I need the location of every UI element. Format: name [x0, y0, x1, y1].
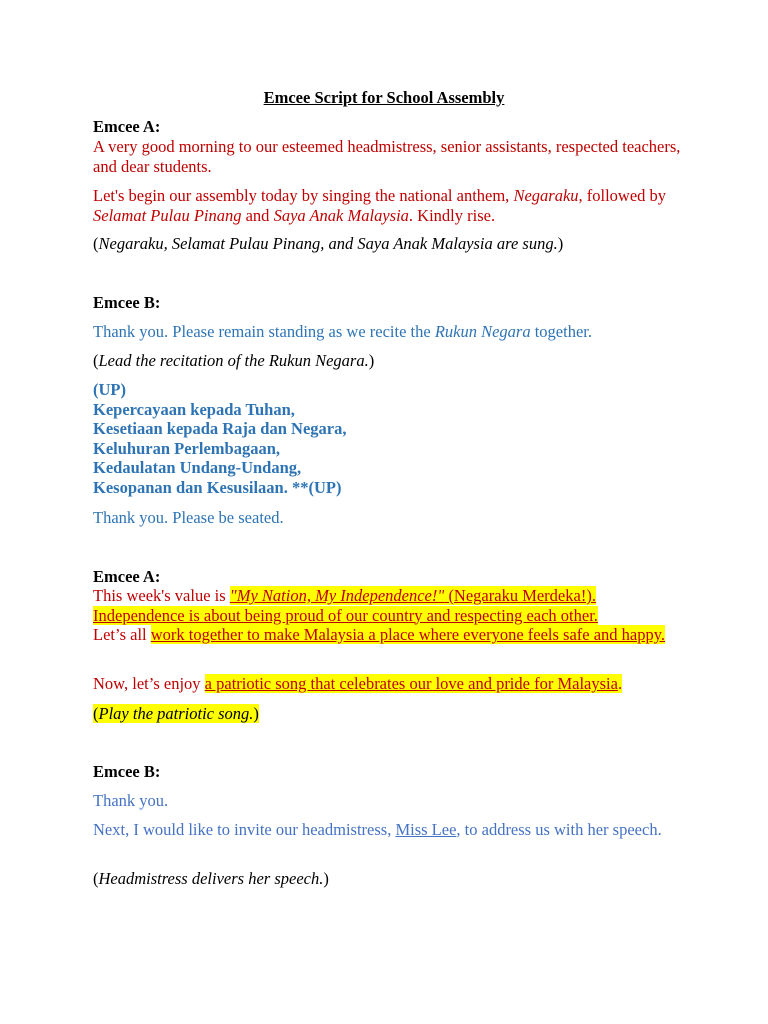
rukun-line: Keluhuran Perlembagaan,	[93, 438, 281, 458]
rukun-line: Kepercayaan kepada Tuhan,	[93, 399, 295, 419]
greeting-paragraph: A very good morning to our esteemed headmistress, senior assistants, respected teachers, and dear students.	[93, 137, 681, 176]
headmistress-name: Miss Lee	[395, 820, 457, 839]
stage-direction-song: (Play the patriotic song.)	[93, 704, 259, 723]
rukun-line: Kesetiaan kepada Raja dan Negara,	[93, 419, 347, 438]
rukun-line: Kesopanan dan Kesusilaan. **(UP)	[93, 477, 342, 497]
enjoy-paragraph: Now, let’s enjoy a patriotic song that celebrates our love and pride for Malaysia.	[93, 674, 623, 693]
rukun-line: (UP)	[93, 380, 126, 399]
invite-paragraph: Next, I would like to invite our headmistress, Miss Lee, to address us with her speech.	[93, 820, 662, 839]
speaker-emcee-b-2: Emcee B:	[93, 762, 161, 781]
rukun-negara-list	[93, 380, 683, 497]
rukun-intro: Thank you. Please remain standing as we recite the Rukun Negara together.	[93, 322, 592, 341]
seated-line: Thank you. Please be seated.	[93, 508, 284, 527]
stage-direction-speech: (Headmistress delivers her speech.)	[93, 869, 329, 888]
value-quote: "My Nation, My Independence!"	[229, 586, 445, 605]
thanks-line: Thank you.	[93, 791, 169, 810]
anthem-paragraph: Let's begin our assembly today by singing the national anthem, Negaraku, followed by Selamat Pulau Pinang and Saya Anak Malaysia. Kindly rise.	[93, 186, 667, 225]
rukun-line: Kedaulatan Undang-Undang,	[93, 458, 302, 477]
speaker-emcee-a-2: Emcee A:	[93, 567, 161, 586]
stage-direction-anthem: (Negaraku, Selamat Pulau Pinang, and Saya Anak Malaysia are sung.)	[93, 234, 564, 253]
stage-direction-rukun: (Lead the recitation of the Rukun Negara.)	[93, 351, 375, 370]
speaker-emcee-b-1: Emcee B:	[93, 293, 161, 312]
document-title: Emcee Script for School Assembly	[263, 88, 505, 107]
value-paragraph: This week's value is "My Nation, My Independence!" (Negaraku Merdeka!). Independence is about being proud of our country and respecting each other. Let’s all work together to make Malaysia a place where everyone feels safe and happy.	[93, 586, 666, 644]
speaker-emcee-a-1: Emcee A:	[93, 117, 161, 136]
